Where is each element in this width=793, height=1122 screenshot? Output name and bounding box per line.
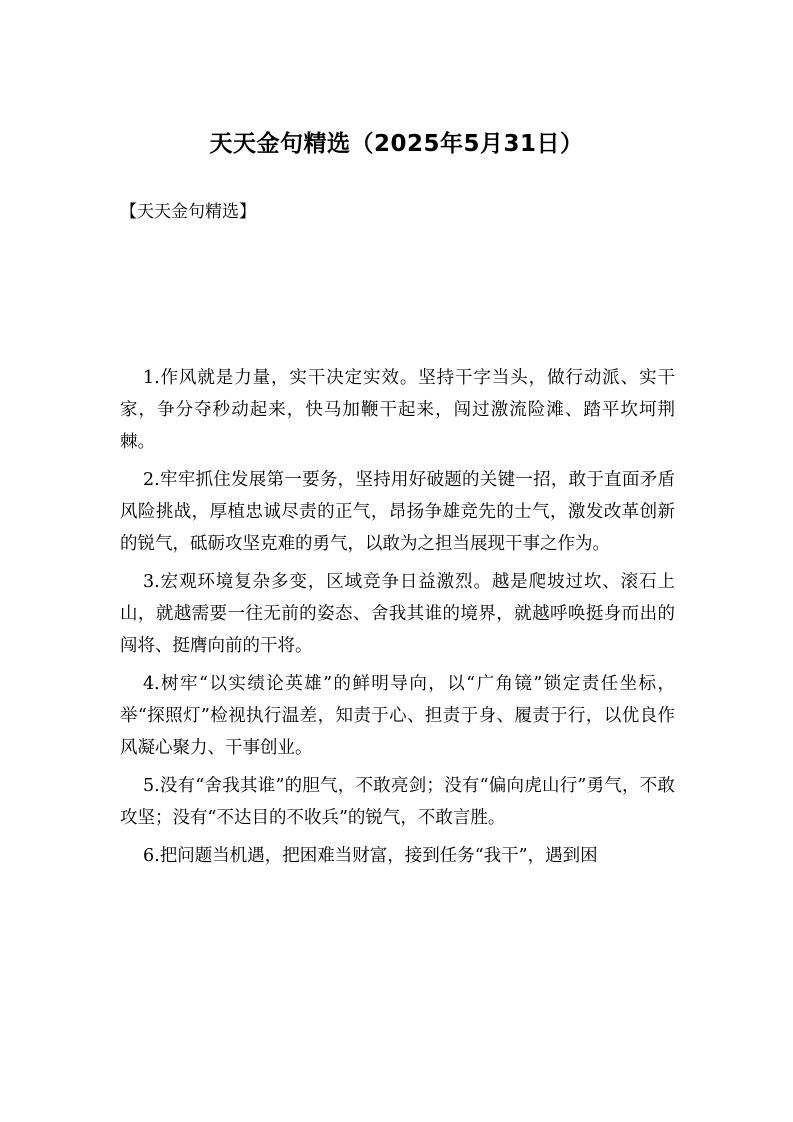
paragraph-5: 5.没有“舍我其谁”的胆气，不敢亮剑；没有“偏向虎山行”勇气，不敢攻坚；没有“不达目的不收兵”的锐气，不敢言胜。 [120,776,675,828]
paragraph-6: 6.把问题当机遇，把困难当财富，接到任务“我干”，遇到困 [143,846,598,866]
paragraph-3: 3.宏观环境复杂多变，区域竞争日益激烈。越是爬坡过坎、滚石上山，就越需要一往无前的姿态、舍我其谁的境界，就越呼唤挺身而出的闯将、挺膺向前的干将。 [120,572,675,656]
document-body [120,362,675,878]
paragraph-2: 2.牢牢抓住发展第一要务，坚持用好破题的关键一招，敢于直面矛盾风险挑战，厚植忠诚尽责的正气，昂扬争雄竞先的士气，激发改革创新的锐气，砥砺攻坚克难的勇气，以敢为之担当展现干事之作为。 [120,470,675,554]
document-title: 天天金句精选（2025年5月31日） [209,131,584,157]
paragraph-1: 1.作风就是力量，实干决定实效。坚持干字当头，做行动派、实干家，争分夺秒动起来，快马加鞭干起来，闯过激流险滩、踏平坎坷荆棘。 [120,368,675,452]
paragraph-4: 4.树牢“以实绩论英雄”的鲜明导向，以“广角镜”锁定责任坐标，举“探照灯”检视执行温差，知责于心、担责于身、履责于行，以优良作风凝心聚力、干事创业。 [120,674,675,758]
section-label: 【天天金句精选】 [120,202,256,222]
